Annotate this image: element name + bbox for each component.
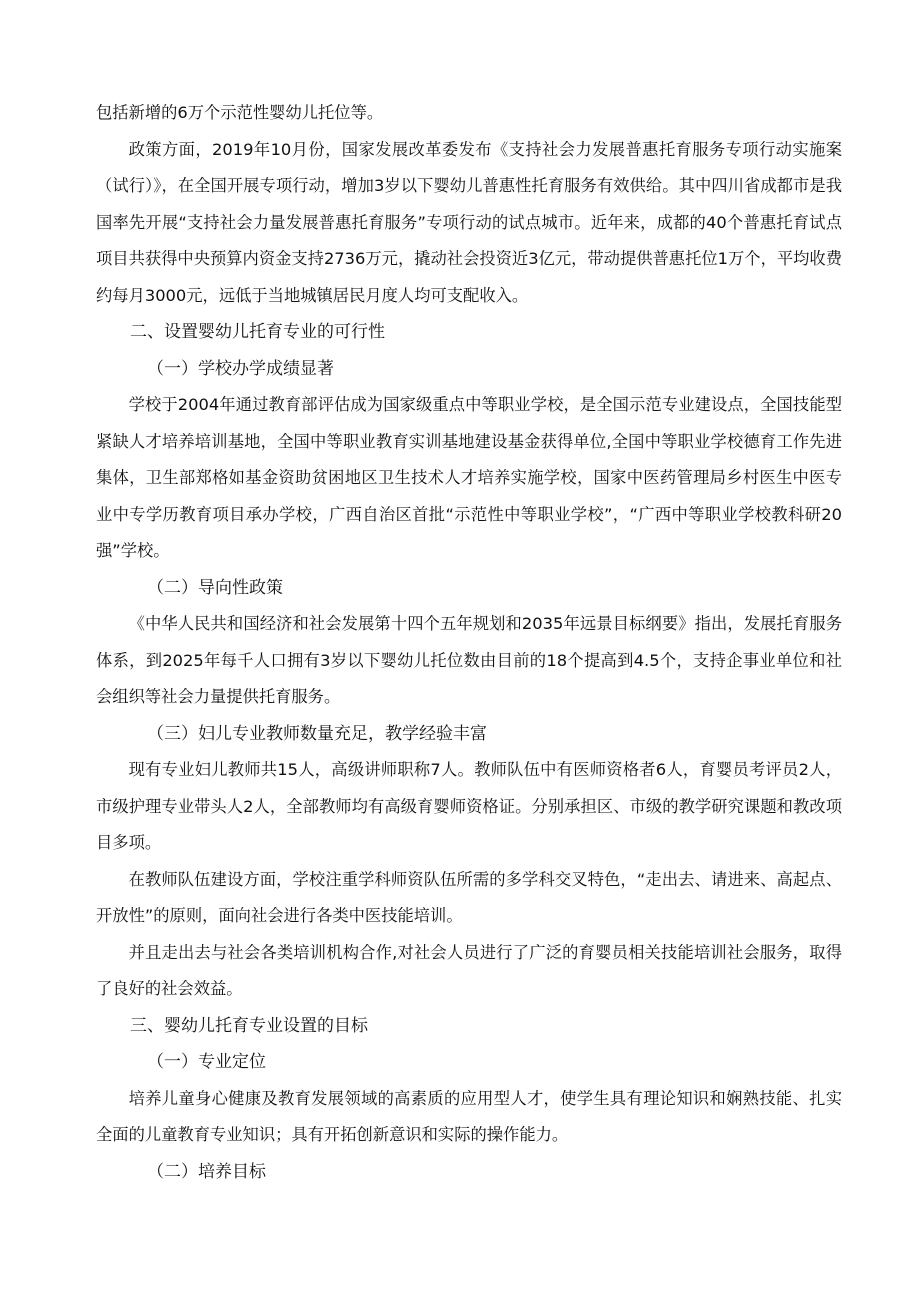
subheading-positioning: （一）专业定位 bbox=[147, 1052, 266, 1072]
subheading-teachers: （三）妇儿专业教师数量充足，教学经验丰富 bbox=[147, 723, 487, 744]
paragraph-school-achievements: 学校于2004年通过教育部评估成为国家级重点中等职业学校，是全国示范专业建设点，全国技能型紧缺人才培养培训基地，全国中等职业教育实训基地建设基金获得单位,全国中等职业学校德育工作先进集体，卫生部郑格如基金资助贫困地区卫生技术人才培养实施学校，国家中医药管理局乡村医生中医专业中专学历教育项目承办学校，广西自治区首批“示范性中等职业学校”，“广西中等职业学校教科研20强”学校。 bbox=[96, 395, 842, 560]
subheading-school-achievements: （一）学校办学成绩显著 bbox=[147, 358, 334, 379]
paragraph-policy: 政策方面，2019年10月份，国家发展改革委发布《支持社会力发展普惠托育服务专项行动实施案（试行）》，在全国开展专项行动，增加3岁以下婴幼儿普惠性托育服务有效供给。其中四川省成都市是我国率先开展“支持社会力量发展普惠托育服务”专项行动的试点城市。近年来，成都的40个普惠托育试点项目共获得中央预算内资金支持2736万元，撬动社会投资近3亿元，带动提供普惠托位1万个，平均收费约每月3000元，远低于当地城镇居民月度人均可支配收入。 bbox=[96, 139, 842, 305]
paragraph-guiding-policy: 《中华人民共和国经济和社会发展第十四个五年规划和2035年远景目标纲要》指出，发展托育服务体系，到2025年每千人口拥有3岁以下婴幼儿托位数由目前的18个提高到4.5个，支持企事业单位和社会组织等社会力量提供托育服务。 bbox=[96, 614, 842, 706]
paragraph-teacher-building: 在教师队伍建设方面，学校注重学科师资队伍所需的多学科交叉特色，“走出去、请进来、高起点、开放性”的原则，面向社会进行各类中医技能培训。 bbox=[96, 869, 842, 925]
document-page bbox=[96, 95, 842, 1190]
paragraph-positioning: 培养儿童身心健康及教育发展领域的高素质的应用型人才，使学生具有理论知识和娴熟技能、扎实全面的儿童教育专业知识；具有开拓创新意识和实际的操作能力。 bbox=[96, 1088, 842, 1144]
subheading-training-goals: （二）培养目标 bbox=[147, 1161, 266, 1182]
paragraph-continuation: 包括新增的6万个示范性婴幼儿托位等。 bbox=[96, 103, 384, 122]
section-heading-goals: 三、婴幼儿托育专业设置的目标 bbox=[130, 1015, 368, 1036]
subheading-guiding-policy: （二）导向性政策 bbox=[147, 577, 283, 598]
paragraph-teachers: 现有专业妇儿教师共15人，高级讲师职称7人。教师队伍中有医师资格者6人，育婴员考评员2人，市级护理专业带头人2人，全部教师均有高级育婴师资格证。分别承担区、市级的教学研究课题和教改项目多项。 bbox=[96, 760, 842, 852]
paragraph-social-service: 并且走出去与社会各类培训机构合作,对社会人员进行了广泛的育婴员相关技能培训社会服务，取得了良好的社会效益。 bbox=[96, 942, 842, 998]
section-heading-feasibility: 二、设置婴幼儿托育专业的可行性 bbox=[130, 322, 385, 342]
